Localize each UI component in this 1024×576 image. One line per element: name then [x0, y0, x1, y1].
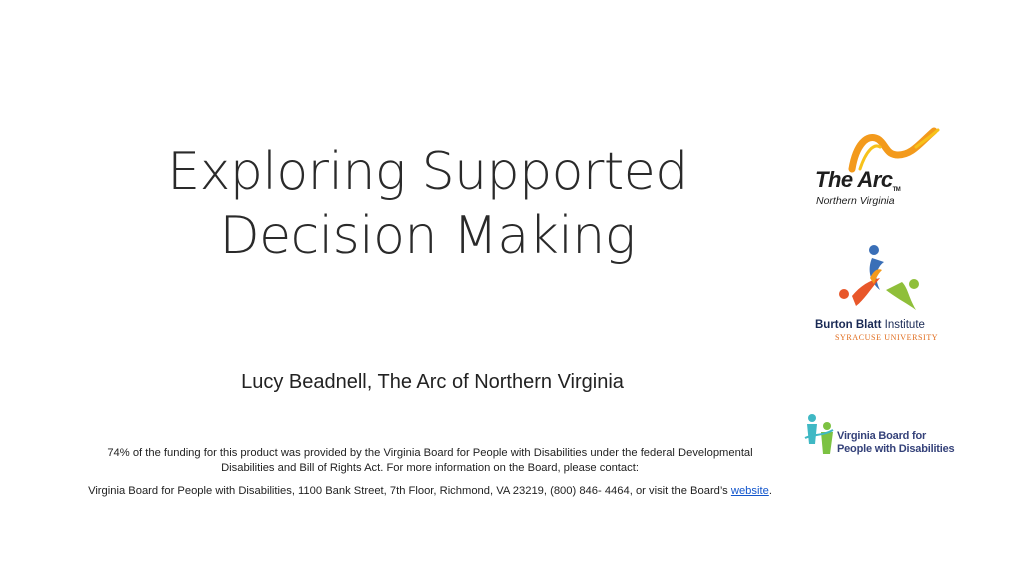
- funding-line-2: Disabilities and Bill of Rights Act. For more information on the Board, please contact:: [221, 462, 639, 474]
- bbi-figures-icon: [812, 240, 952, 320]
- bbi-logo-university: SYRACUSE UNIVERSITY: [835, 333, 939, 342]
- title-line-1: Exploring Supported: [167, 142, 688, 202]
- arc-logo-name: The ArcTM: [815, 167, 901, 193]
- the-arc-logo: [812, 125, 952, 215]
- contact-text: Virginia Board for People with Disabilities, 1100 Bank Street, 7th Floor, Richmond, VA 23219, (800) 846- 4464, or visit the Board’s: [88, 485, 731, 497]
- contact-end: .: [768, 485, 772, 497]
- presenter-name: Lucy Beadnell, The Arc of Northern Virginia: [241, 371, 624, 393]
- vbpd-figures-icon: [803, 410, 839, 460]
- contact-info: [40, 485, 820, 497]
- slide-title: [120, 140, 735, 268]
- title-line-2: Decision Making: [219, 206, 636, 266]
- arc-logo-subtitle: Northern Virginia: [816, 195, 895, 207]
- burton-blatt-institute-logo: [812, 240, 952, 345]
- website-link[interactable]: website: [730, 485, 769, 497]
- bbi-logo-name: Burton Blatt Institute: [815, 319, 925, 331]
- funding-line-1: 74% of the funding for this product was provided by the Virginia Board for People with Disabilities under the federal Developmental: [107, 447, 753, 459]
- vbpd-logo-text: Virginia Board for People with Disabilities: [837, 430, 955, 455]
- vbpd-logo: [803, 410, 953, 460]
- funding-statement: [60, 446, 800, 476]
